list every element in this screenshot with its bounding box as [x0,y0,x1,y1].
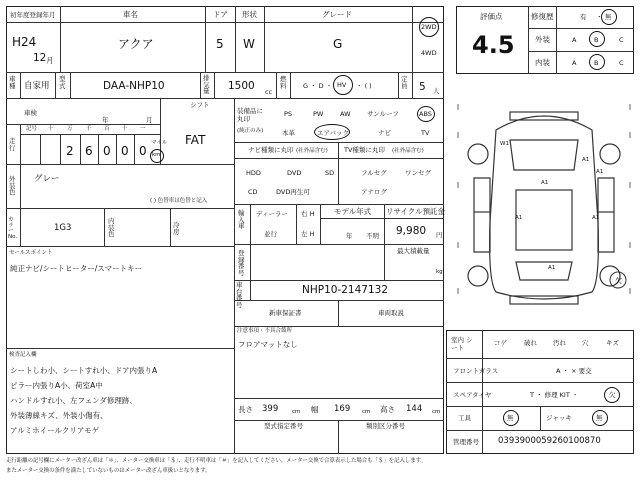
tv-oneseg: ワンセグ [405,169,431,177]
damage-mark: A1 [592,215,600,221]
exterior-c: C [619,36,624,44]
displacement-label: 排気量 [203,74,210,95]
sales-point-label: セールスポイント [9,250,53,256]
import-dealer: ディーラー [256,210,288,218]
mileage-label: 走行 [9,137,16,152]
equipment-airbag: エアバック [317,129,349,137]
inspection-label: 車検 [24,109,37,117]
glass-label: フロントガラス [453,367,499,375]
shape-value: W [243,37,255,51]
inspector-line: シートしわ小、シートすれ小、ドア内張りA [10,366,158,375]
equipment-subtitle: (純正のみ) [237,128,264,134]
tv-subtitle: (社外品含む) [392,148,424,154]
import-label: 輸入車 [238,209,245,230]
equipment-title: 装備品に丸印 [237,107,263,123]
recycle-label: リサイクル預託金 [386,207,445,216]
inspector-line: ピラー内張りA小、荷室A中 [10,381,103,390]
navi-title: ナビ種類に丸印 [248,146,294,154]
height-unit: cm [432,409,441,415]
doors-label: ドア [213,10,228,19]
model-label: 型式 [59,75,66,90]
fuel-other: ・ ( ) [356,82,372,90]
import-parallel: 並行 [264,230,277,238]
color-no-label: カラー No. [8,217,18,240]
equipment-sunroof: サンルーフ [367,110,399,118]
class-no-label: 類別区分番号 [366,422,405,430]
exterior-label: 外装 [535,35,550,44]
recycle-value: 9,980 [396,225,427,237]
svg-text:欠: 欠 [615,277,622,285]
inspector-line: アルミホイールクリアモゲ [10,426,100,435]
owner-manual-label: 車両取説 [378,309,404,317]
kg-unit: kg [436,269,443,275]
digit-header-3: 千 [86,126,92,132]
seat-item: キズ [606,339,619,347]
digit-header-4: 百 [104,126,110,132]
equipment-ps: PS [284,110,293,118]
coldcar-label: 冷房 [173,221,180,236]
length-value: 399 [262,404,279,414]
tv-title: TV種類に丸印 [344,146,385,154]
navi-dvd-play: DVD再生可 [276,188,310,196]
inspector-line: ハンドルすれ小、左フェンダ修理跡、 [10,396,137,405]
vehicle-label: 車種 [9,75,16,90]
seat-item: 破れ [524,339,537,347]
fuel-options: G ・ D ・ [303,82,333,90]
glass-values: A ・ × 要交 [556,367,592,375]
mileage-digit: 6 [85,144,93,158]
navi-sd: SD [325,169,335,177]
height-label: 高さ [380,405,395,414]
eval-score: 4.5 [472,31,515,59]
inspection-month-unit: 月 [146,116,153,124]
inspector-line: 外装薄線キズ、外装小傷有、 [10,411,108,420]
tv-analog: アナログ [361,188,387,196]
shift-label: シフト [190,101,210,109]
width-label: 幅 [311,405,319,414]
equipment-navi: ナビ [378,129,391,137]
navi-dvd: DVD [287,169,302,177]
eval-label: 評価点 [480,12,503,21]
capacity-value: 5 [419,81,426,93]
model-year-label: モデル年式 [334,207,372,216]
digit-header-5: 十 [122,126,128,132]
sales-point-text: 純正ナビ/シートヒーター/スマートキー [10,264,143,273]
mileage-digit: 0 [139,144,147,158]
inspector-label: 検査記入欄 [9,352,37,358]
shape-label: 形状 [242,10,257,19]
height-value: 144 [406,404,423,414]
spare-label: スペアタイヤ [453,391,492,399]
reg-era: H24 [12,35,37,49]
interior-c: C [619,59,624,67]
doors-value: 5 [216,37,224,51]
width-unit: cm [362,409,371,415]
capacity-unit: 人 [433,87,440,95]
mileage-digit: 0 [103,144,111,158]
grade-label: グレード [322,10,352,19]
equipment-abs: ABS [419,110,432,118]
car-name: アクア [118,37,154,51]
navi-cd: CD [248,188,258,196]
digit-header-2: 万 [67,126,73,132]
jack-value: 無 [596,414,603,422]
repair-dot: ・ [596,13,603,21]
mgmt-label: 管理番号 [453,438,479,446]
length-label: 長さ [238,405,253,414]
seat-item: コゲ [494,339,507,347]
reg-month-unit: 月 [46,56,54,65]
interior-seat-label: 室内 シート [451,336,473,353]
repair-label: 修復歴 [531,12,554,21]
equipment-aw: AW [340,110,351,118]
notes-text: フロアマットなし [238,340,298,349]
digit-header-1: 十 [48,126,54,132]
grade-value: G [333,37,343,51]
tv-fullseg: フルセグ [361,169,387,177]
exterior-b: B [594,36,599,44]
width-value: 169 [334,404,351,414]
interior-color-label: 内装色 [108,217,115,238]
damage-mark: A1 [548,265,556,271]
km-label: km [152,152,161,158]
drive-2wd: 2WD [421,23,437,31]
navi-subtitle: (社外品含む) [296,148,328,154]
color-note: ( ) 色替車は色替と記入 [150,198,208,204]
model-year-unit: 年 [346,232,353,240]
equipment-tv: TV [421,129,430,137]
displacement-value: 1500 [228,80,255,92]
spare-values: T ・ 修理 KIT ・ [530,391,579,399]
reg-year-label: 初年度登録年月 [10,11,56,19]
spare-none: 欠 [609,391,616,399]
equipment-leather: 本革 [282,129,295,137]
jack-label: ジャッキ [546,414,572,422]
seat-item: 穴 [582,339,589,347]
navi-hdd: HDD [246,169,261,177]
equipment-pw: PW [313,110,324,118]
max-load-label: 最大積載量 [397,247,430,255]
color-value: グレー [34,174,60,184]
footer-line-2: またメーター交換の条件を満たしていないものはメーター改ざん車扱いとなります。 [6,468,211,474]
car-damage-diagram [452,92,636,322]
reg-month: 12 [33,52,47,64]
seat-item: 汚れ [553,339,566,347]
drive-4wd: 4WD [421,49,437,57]
mileage-digit: 2 [66,144,74,158]
frame-no-label: 車台番号 [236,281,243,309]
damage-mark: W1 [500,141,509,147]
reg-no-label: 登録番号 [238,249,245,277]
notes-label: 注意事項・不具合箇所 [237,328,293,334]
fuel-hv: HV [337,81,347,89]
damage-mark: A1 [515,215,523,221]
new-car-warranty-label: 新車保証書 [269,309,302,317]
mgmt-no: 0393900059260100870 [498,436,601,446]
interior-b: B [594,59,599,67]
import-left: 左 H [301,230,315,238]
mile-label: マイル [151,140,168,146]
damage-mark: A1 [582,157,590,163]
type-no-label: 型式指定番号 [264,422,303,430]
inspection-year-unit: 年 [102,116,109,124]
frame-no-value: NHP10-2147132 [302,284,388,296]
usage-value: 自家用 [24,81,50,91]
tools-label: 工具 [458,414,471,422]
shift-value: FAT [185,133,206,147]
repair-no: 無 [605,13,612,21]
car-name-label: 車名 [123,10,138,19]
capacity-label: 定員 [401,75,408,90]
repair-yes: 有 [580,13,587,21]
interior-label: 内装 [535,58,550,67]
color-label: 外装色 [9,175,16,196]
color-no-value: 1G3 [54,223,72,233]
model-value: DAA-NHP10 [103,80,165,92]
length-unit: cm [292,409,301,415]
digit-header-0: 記号 [26,126,38,132]
mileage-digit: 0 [121,144,129,158]
import-right: 右 H [301,210,315,218]
damage-mark: A1 [596,169,604,175]
fuel-label: 燃料 [280,75,287,90]
cc-unit: cc [265,88,273,96]
digit-header-6: 一 [140,126,146,132]
footer-line-1: 走行距離の記号欄にメーター改ざん車は「＊」、メーター交換車は「＄」、走行不明車は「＃」を記入してください。メーター交換で合算表示した場合も「＄」を記入します。 [6,458,427,464]
model-year-unknown: 不明 [366,232,379,240]
tools-value: 無 [507,414,514,422]
damage-mark: A1 [541,180,549,186]
interior-a: A [572,59,577,67]
recycle-unit: 円 [436,231,443,239]
exterior-a: A [572,36,577,44]
